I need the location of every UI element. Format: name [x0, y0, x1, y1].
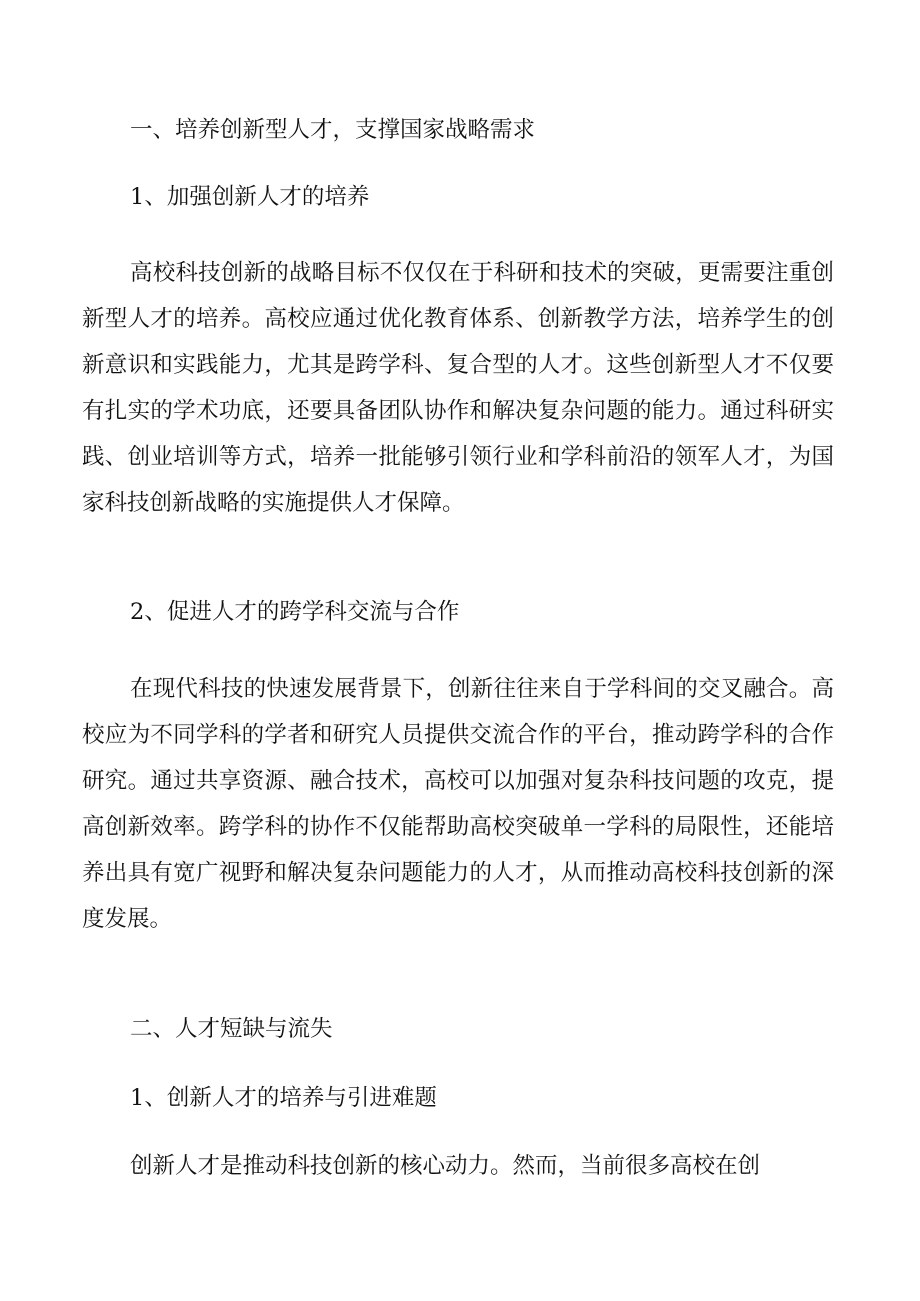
subsection-heading-2-1: 1、创新人才的培养与引进难题 [130, 1085, 437, 1111]
paragraph-2: 在现代科技的快速发展背景下，创新往往来自于学科间的交叉融合。高校应为不同学科的学者和研究人员提供交流合作的平台，推动跨学科的合作研究。通过共享资源、融合技术，高校可以加强对复杂科技问题的攻克，提高创新效率。跨学科的协作不仅能帮助高校突破单一学科的局限性，还能培养出具有宽广视野和解决复杂问题能力的人才，从而推动高校科技创新的深度发展。 [82, 676, 834, 932]
section-heading-1: 一、培养创新型人才，支撑国家战略需求 [130, 117, 536, 143]
paragraph-1: 高校科技创新的战略目标不仅仅在于科研和技术的突破，更需要注重创新型人才的培养。高校应通过优化教育体系、创新教学方法，培养学生的创新意识和实践能力，尤其是跨学科、复合型的人才。这些创新型人才不仅要有扎实的学术功底，还要具备团队协作和解决复杂问题的能力。通过科研实践、创业培训等方式，培养一批能够引领行业和学科前沿的领军人才，为国家科技创新战略的实施提供人才保障。 [82, 260, 834, 516]
subsection-heading-1-1: 1、加强创新人才的培养 [130, 184, 370, 210]
section-heading-2: 二、人才短缺与流失 [130, 1016, 333, 1042]
paragraph-3: 创新人才是推动科技创新的核心动力。然而，当前很多高校在创 [130, 1153, 761, 1179]
subsection-heading-1-2: 2、促进人才的跨学科交流与合作 [130, 599, 460, 625]
